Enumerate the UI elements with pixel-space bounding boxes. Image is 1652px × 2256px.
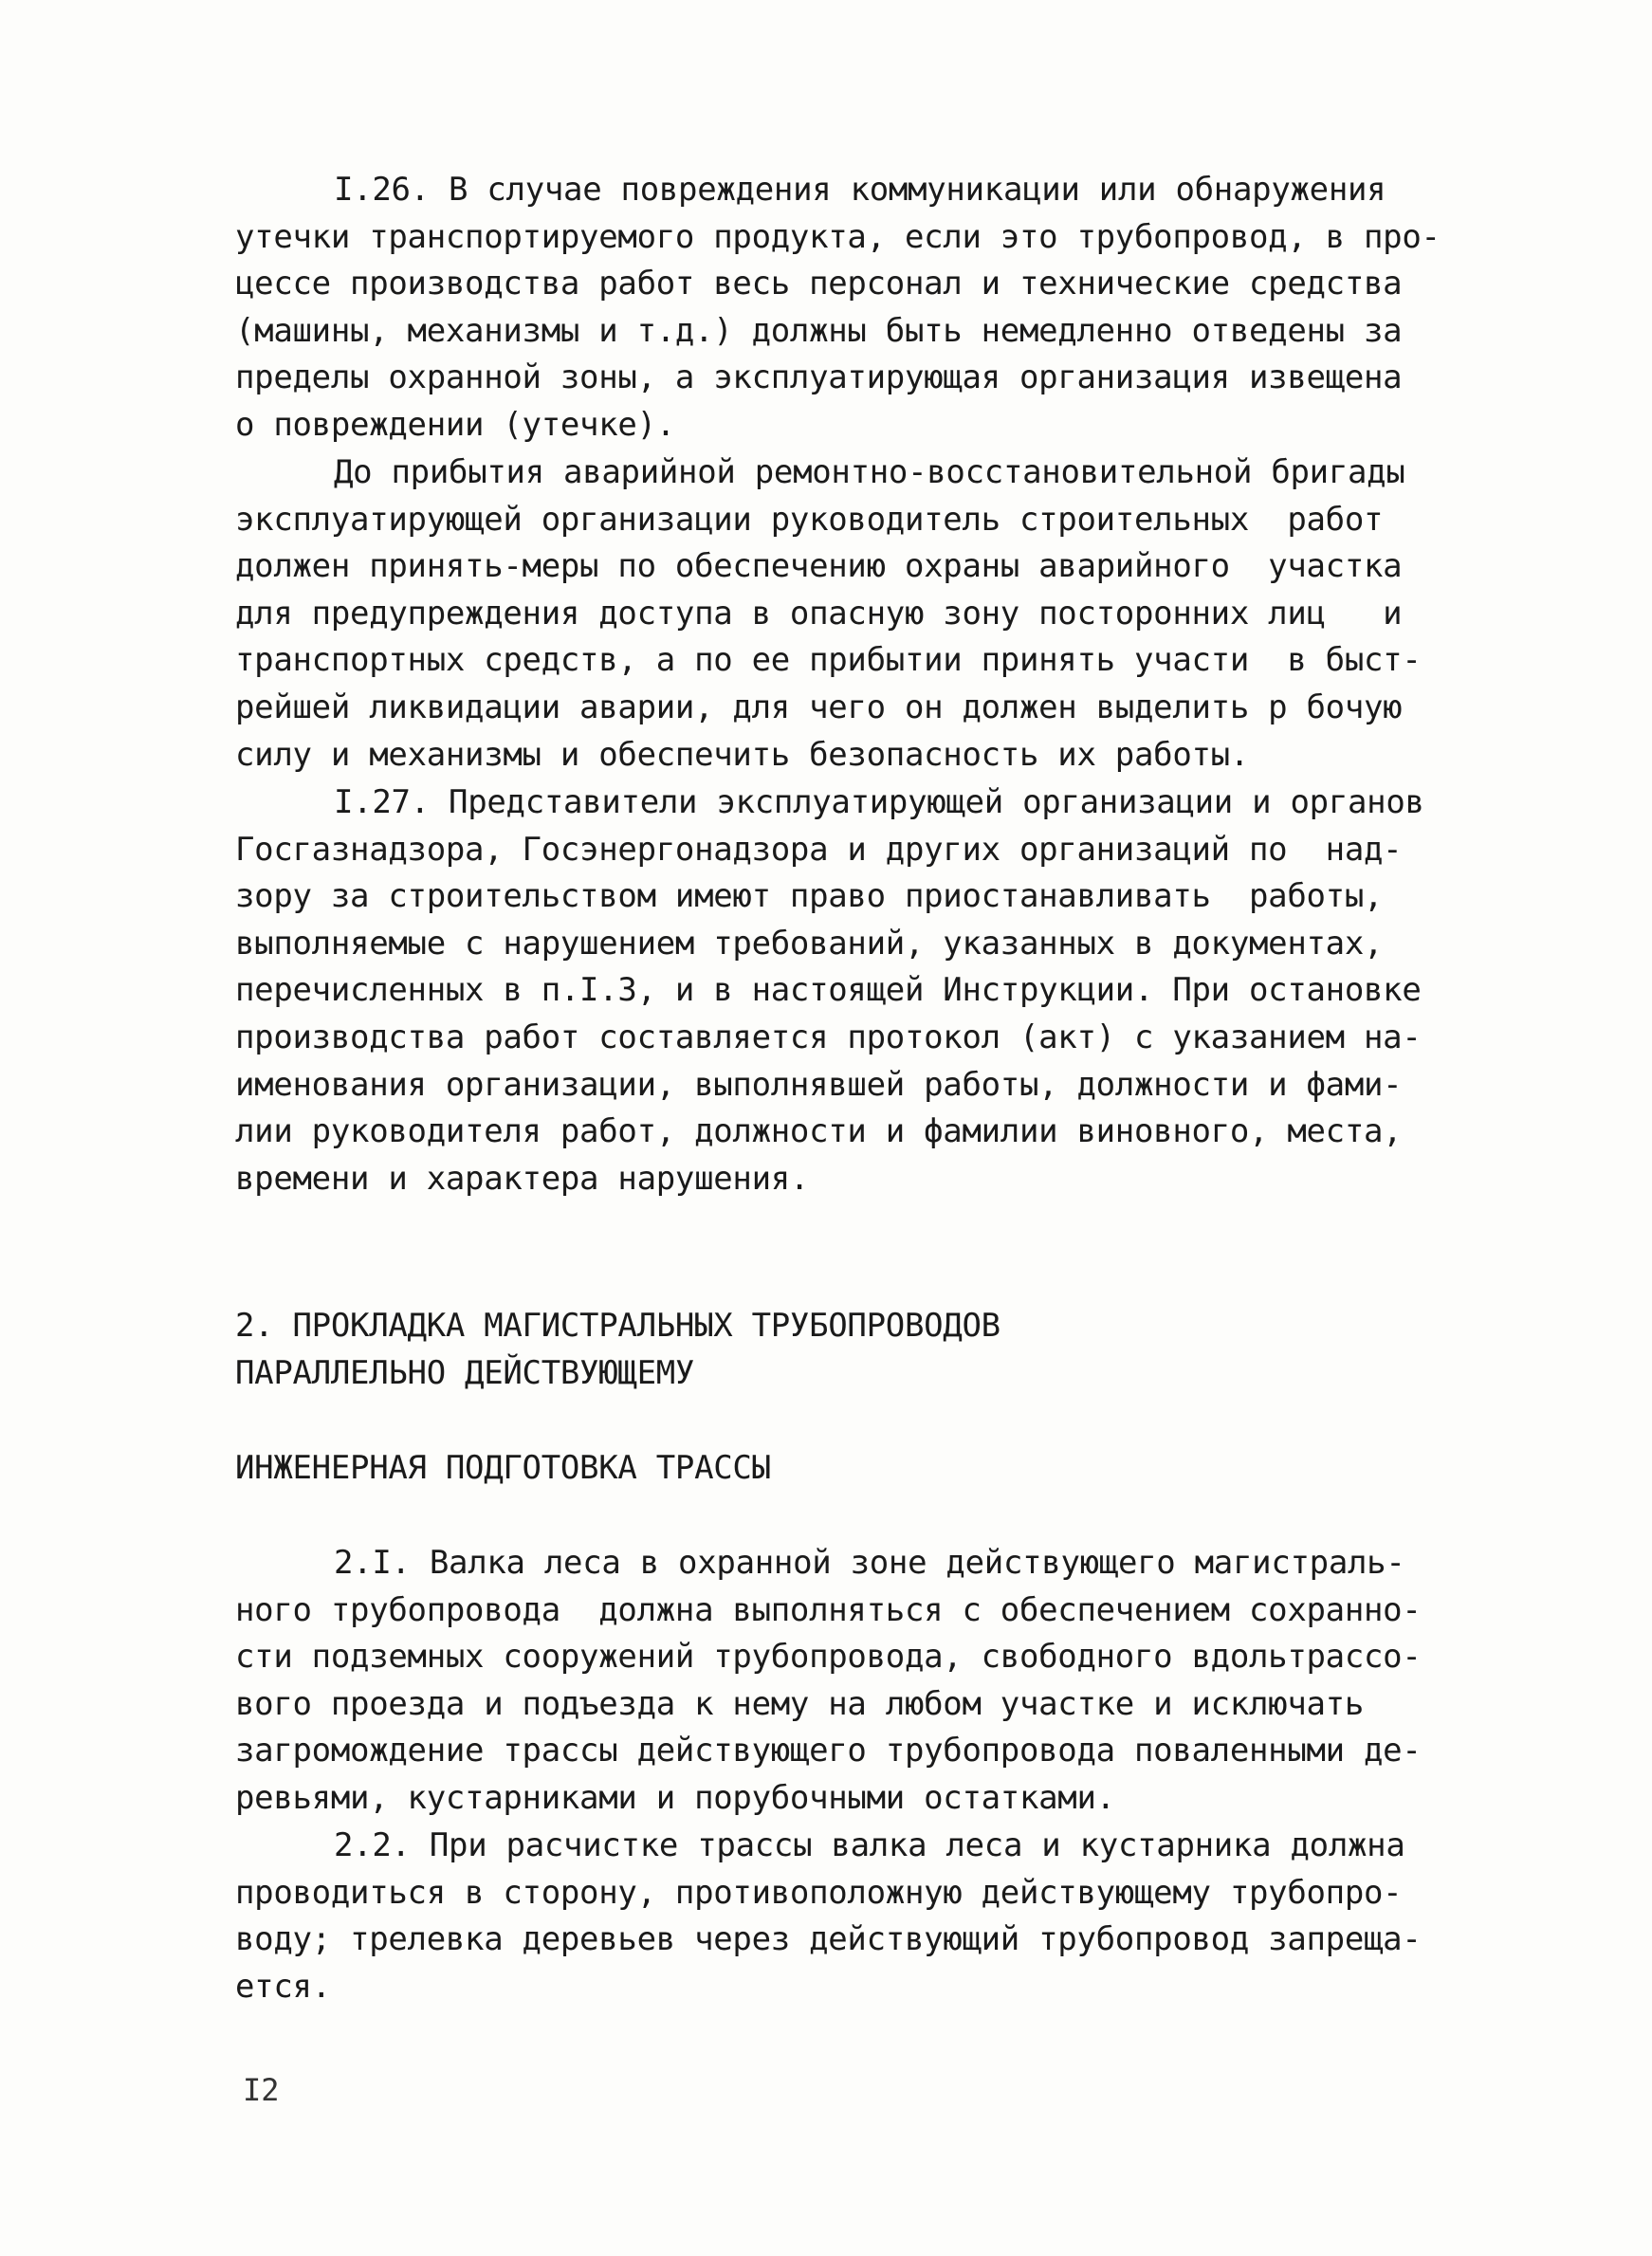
text-line: выполняемые с нарушением требований, указанных в документах, bbox=[235, 924, 1384, 963]
text-line: (машины, механизмы и т.д.) должны быть немедленно отведены за bbox=[235, 311, 1403, 350]
text-line: До прибытия аварийной ремонтно-восстановительной бригады bbox=[334, 453, 1405, 491]
text-line: цессе производства работ весь персонал и технические средства bbox=[235, 265, 1403, 303]
paragraph-2-2 bbox=[235, 1823, 1459, 2010]
text-line: производства работ составляется протокол (акт) с указанием на- bbox=[235, 1018, 1422, 1056]
text-line: силу и механизмы и обеспечить безопасность их работы. bbox=[235, 735, 1249, 774]
section-heading bbox=[235, 1303, 1000, 1397]
page-number: I2 bbox=[243, 2072, 280, 2108]
text-line: ется. bbox=[235, 1967, 331, 2006]
text-line: о повреждении (утечке). bbox=[235, 405, 675, 444]
text-line: ного трубопровода должна выполняться с обеспечением сохранно- bbox=[235, 1590, 1422, 1629]
text-line: I.26. В случае повреждения коммуникации или обнаружения bbox=[334, 171, 1386, 209]
text-line: проводиться в сторону, противоположную действующему трубопро- bbox=[235, 1873, 1403, 1912]
text-line: вого проезда и подъезда к нему на любом участке и исключать bbox=[235, 1684, 1365, 1723]
text-line: сти подземных сооружений трубопровода, свободного вдольтрассо- bbox=[235, 1638, 1422, 1677]
text-line: пределы охранной зоны, а эксплуатирующая организация извещена bbox=[235, 358, 1403, 397]
paragraph-1-27 bbox=[235, 780, 1459, 1202]
text-line: 2.I. Валка леса в охранной зоне действующего магистраль- bbox=[334, 1544, 1405, 1582]
text-line: зору за строительством имеют право приостанавливать работы, bbox=[235, 877, 1384, 916]
text-line: именования организации, выполнявшей работы, должности и фами- bbox=[235, 1065, 1403, 1104]
text-line: времени и характера нарушения. bbox=[235, 1159, 810, 1198]
text-line: 2.2. При расчистке трассы валка леса и кустарника должна bbox=[334, 1826, 1405, 1864]
section-heading-line: 2. ПРОКЛАДКА МАГИСТРАЛЬНЫХ ТРУБОПРОВОДОВ bbox=[235, 1307, 1000, 1345]
paragraph-2-1 bbox=[235, 1540, 1459, 1823]
text-line: воду; трелевка деревьев через действующий трубопровод запреща- bbox=[235, 1920, 1422, 1959]
text-line: Госгазнадзора, Госэнергонадзора и других организаций по над- bbox=[235, 830, 1403, 869]
paragraph-1-26 bbox=[235, 167, 1459, 449]
section-heading-line: ПАРАЛЛЕЛЬНО ДЕЙСТВУЮЩЕМУ bbox=[235, 1353, 695, 1392]
text-line: перечисленных в п.I.3, и в настоящей Инструкции. При остановке bbox=[235, 971, 1422, 1010]
text-line: должен принять-меры по обеспечению охраны аварийного участка bbox=[235, 547, 1403, 586]
paragraph-1-26-continued bbox=[235, 449, 1459, 779]
text-line: утечки транспортируемого продукта, если это трубопровод, в про- bbox=[235, 217, 1441, 256]
text-line: загромождение трассы действующего трубопровода поваленными де- bbox=[235, 1732, 1422, 1770]
text-line: для предупреждения доступа в опасную зону посторонних лиц и bbox=[235, 594, 1403, 633]
text-line: ревьями, кустарниками и порубочными остатками. bbox=[235, 1778, 1115, 1817]
text-line: транспортных средств, а по ее прибытии принять участи в быст- bbox=[235, 641, 1422, 680]
text-line: рейшей ликвидации аварии, для чего он должен выделить р бочую bbox=[235, 688, 1403, 726]
text-line: лии руководителя работ, должности и фамилии виновного, места, bbox=[235, 1112, 1403, 1151]
subheading bbox=[235, 1445, 771, 1493]
text-line: I.27. Представители эксплуатирующей организации и органов bbox=[334, 783, 1424, 821]
text-line: эксплуатирующей организации руководитель строительных работ bbox=[235, 500, 1384, 539]
subheading-text: ИНЖЕНЕРНАЯ ПОДГОТОВКА ТРАССЫ bbox=[235, 1449, 771, 1487]
